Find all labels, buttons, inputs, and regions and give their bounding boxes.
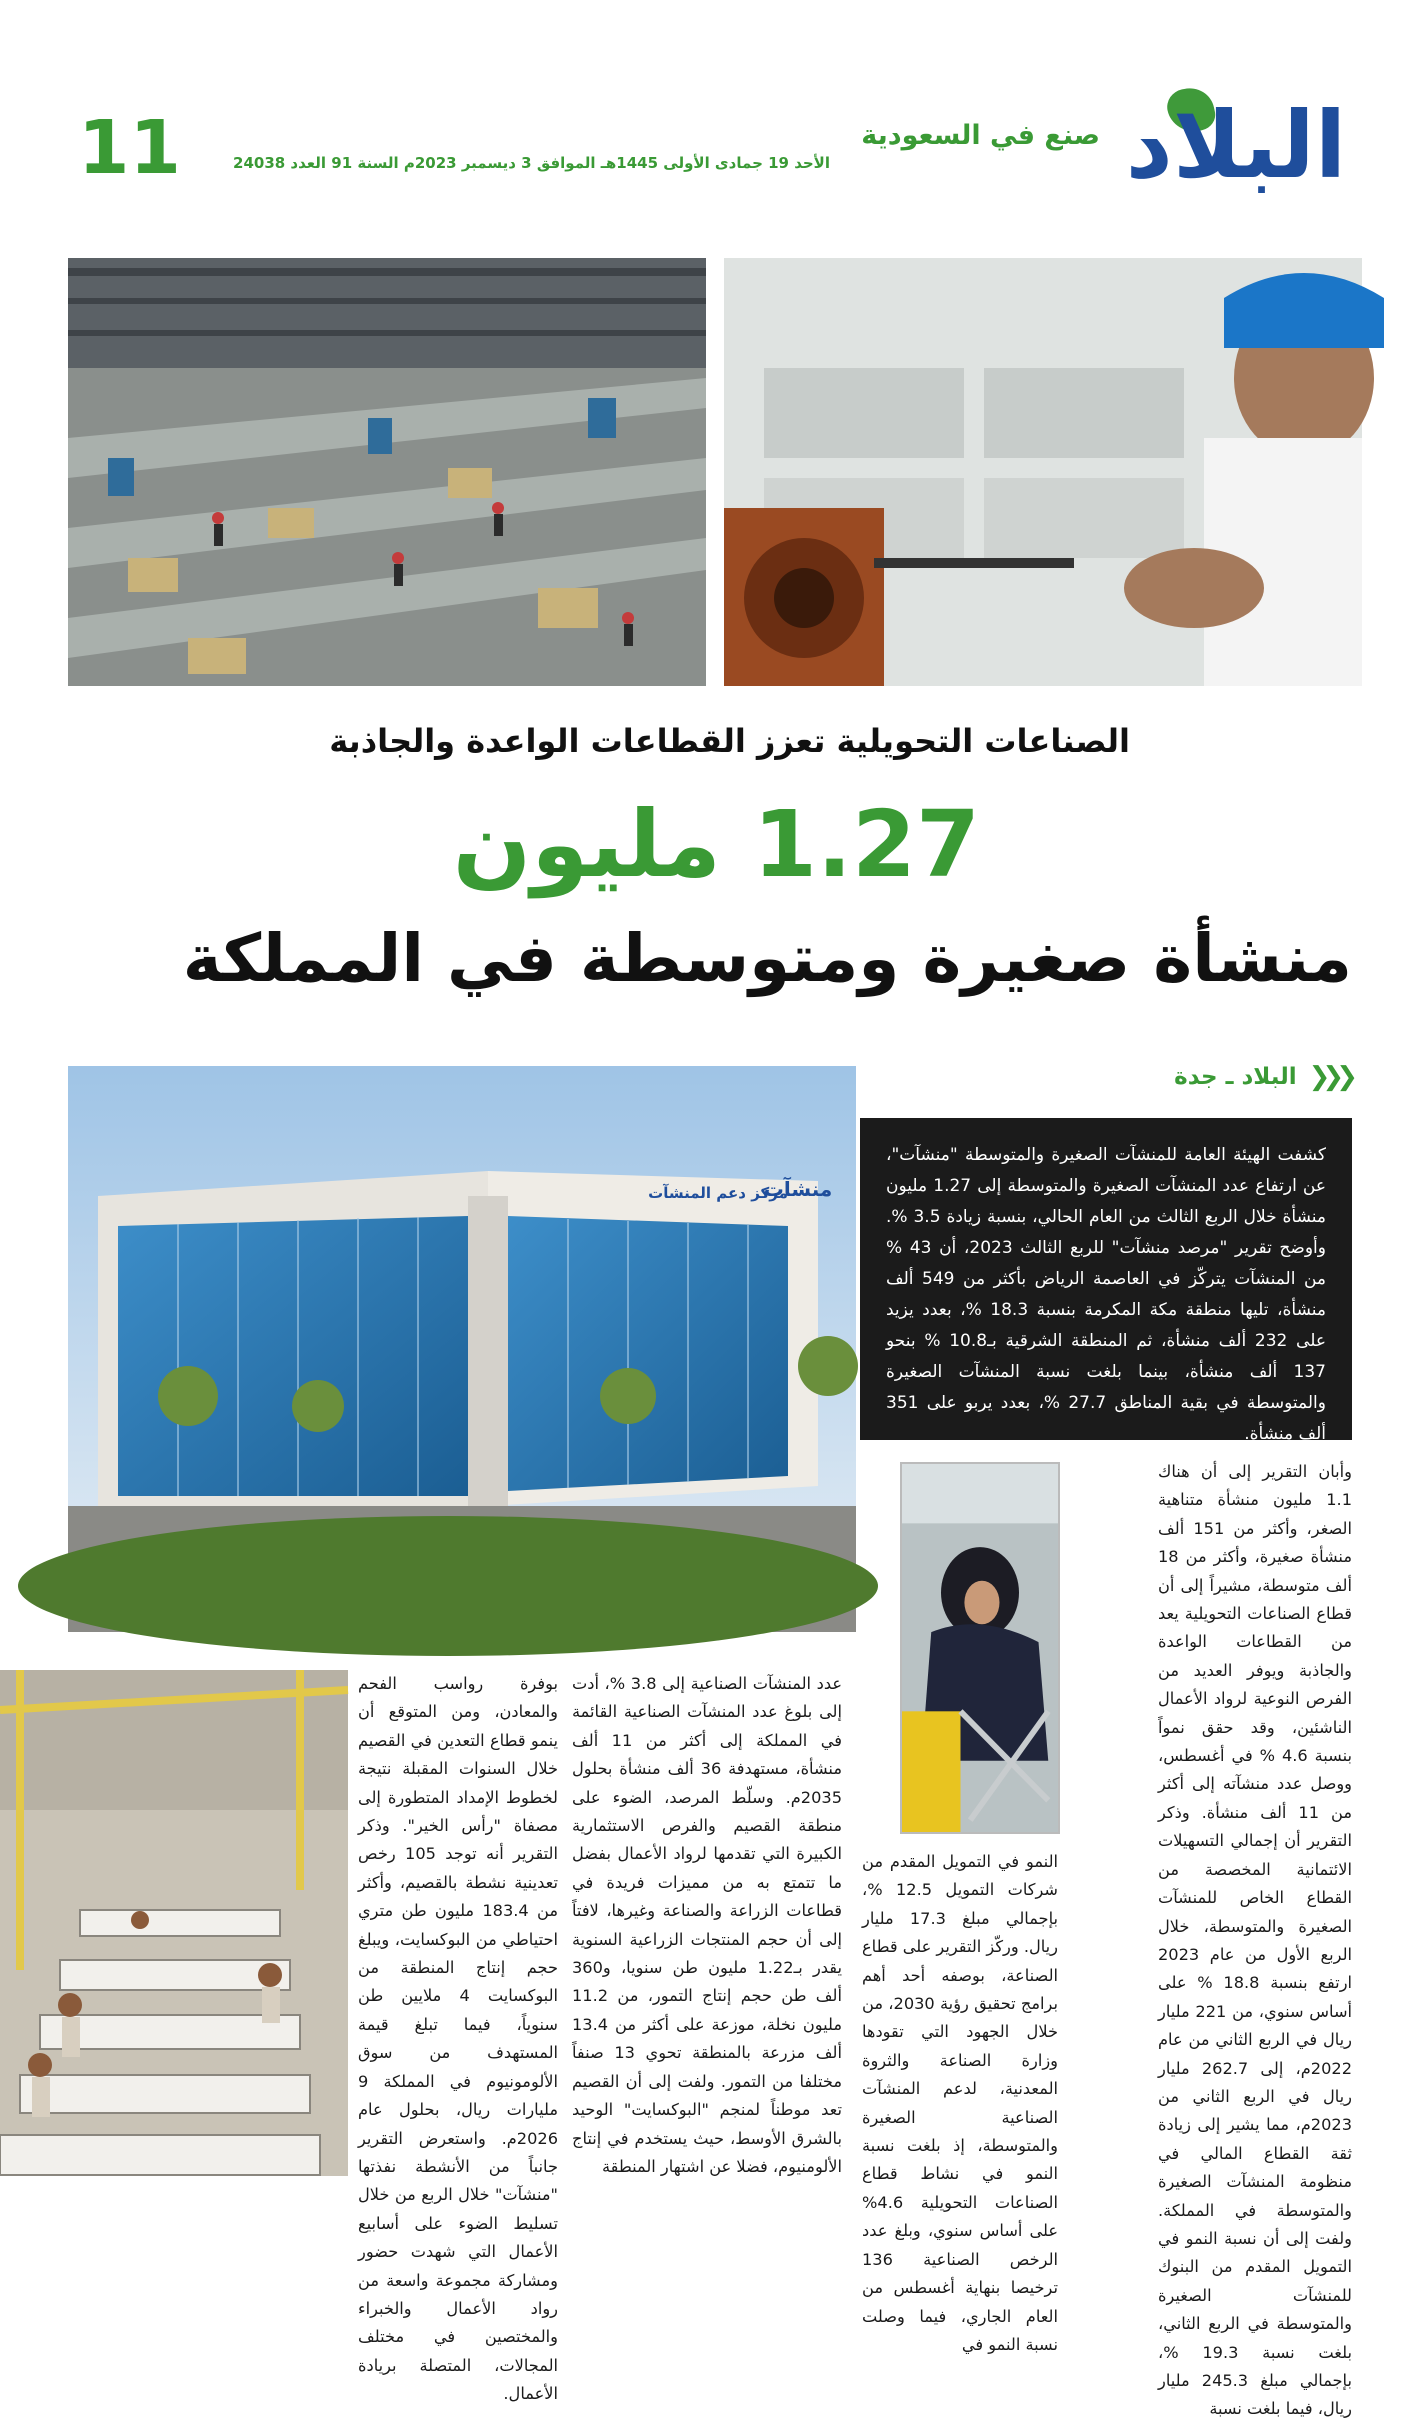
article-kicker: الصناعات التحويلية تعزز القطاعات الواعدة والجاذبة [329,722,1130,760]
article-column-4 [358,1670,558,2404]
lead-paragraph-box [860,1118,1352,1444]
article-column-1 [1158,1458,1353,2419]
column-2-text: النمو في التمويل المقدم من شركات التمويل 12.5 %، بإجمالي مبلغ 17.3 مليار ريال. وركّز التقرير على قطاع الصناعة، بوصفه أحد أهم برامج تحقيق رؤية 2030، من خلال الجهود التي تقودها وزارة الصناعة والثروة المعدنية، لدعم المنشآت الصناعية الصغيرة والمتوسطة، إذ بلغت نسبة النمو في نشاط قطاع الصناعات التحويلية 4.6% على أساس سنوي، وبلغ عدد الرخص الصناعية 136 ترخيصا بنهاية أغسطس من العام الجاري، فيما وصلت نسبة النمو في [861,1852,1059,2354]
article-column-2 [861,1848,1059,2354]
monshaat-building-photo [68,1066,856,1632]
building-logo: منشآت [763,1177,833,1201]
chevron-double-icon: ❮❮❮ [1308,1062,1350,1092]
column-4-text: بوفرة رواسب الفحم والمعادن، ومن المتوقع أن ينمو قطاع التعدين في القصيم خلال السنوات المقبلة نتيجة لخطوط الإمداد المتطورة إلى مصفاة "رأس الخير". وذكر التقرير أنه توجد 105 رخص تعدينية نشطة بالقصيم، وأكثر من 183.4 مليون طن متري احتياطي من البوكسايت، ويبلغ حجم إنتاج المنطقة من البوكسايت 4 ملايين طن سنوياً، فيما تبلغ قيمة المستهدف من سوق الألومونيوم في المملكة 9 مليارات ريال، بحلول عام 2026م. واستعرض التقرير جانباً من الأنشطة نفذتها "منشآت" خلال الربع من خلال تسليط الضوء على أسابيع الأعمال التي شهدت حضور ومشاركة مجموعة واسعة من رواد الأعمال والخبراء والمختصين في مختلف المجالات، المتصلة بريادة الأعمال. [358,1674,558,2404]
issue-dateline: الأحد 19 جمادى الأولى 1445هـ الموافق 3 ديسمبر 2023م السنة 91 العدد 24038 [233,154,830,172]
technician-photo [724,258,1362,686]
page-number: 11 [78,105,181,191]
lead-paragraph: كشفت الهيئة العامة للمنشآت الصغيرة والمتوسطة "منشآت"، عن ارتفاع عدد المنشآت الصغيرة والمتوسطة إلى 1.27 مليون منشأة خلال الربع الثالث من العام الحالي، بنسبة زيادة 3.5 %. وأوضح تقرير "مرصد منشآت" للربع الثالث 2023، أن 43 % من المنشآت يتركّز في العاصمة الرياض بأكثر من 549 ألف منشأة، تليها منطقة مكة المكرمة بنسبة 18.3 %، بعدد يزيد على 232 ألف منشأة، ثم المنطقة الشرقية بـ10.8 % بنحو 137 ألف منشأة، بينما بلغت نسبة المنشآت الصغيرة والمتوسطة في بقية المناطق 27.7 %، بعدد يربو على 351 ألف منشأة. [886,1145,1327,1444]
masthead-logo [1116,84,1356,208]
factory-floor-photo [68,258,706,686]
logo-text: البلاد [1125,92,1347,199]
assembly-plant-photo [0,1670,348,2176]
column-1-text: وأبان التقرير إلى أن هناك 1.1 مليون منشأة متناهية الصغر، وأكثر من 151 ألف منشأة صغيرة، وأكثر من 18 ألف متوسطة، مشيراً إلى أن قطاع الصناعات التحويلية يعد من القطاعات الواعدة والجاذبة ويوفر العديد من الفرص النوعية لرواد الأعمال الناشئين، وقد حقق نمواً بنسبة 4.6 % في أغسطس، ووصل عدد منشآته إلى أكثر من 11 ألف منشأة. وذكر التقرير أن إجمالي التسهيلات الائتمانية المخصصة من القطاع الخاص للمنشآت الصغيرة والمتوسطة، خلال الربع الأول من عام 2023 ارتفع بنسبة 18.8 % على أساس سنوي، من 221 مليار ريال في الربع الثاني من عام 2022م، إلى 262.7 مليار ريال في الربع الثاني من 2023م، مما يشير إلى زيادة ثقة القطاع المالي في منظومة المنشآت الصغيرة والمتوسطة في المملكة. ولفت إلى أن نسبة النمو في التمويل المقدم من البنوك للمنشآت الصغيرة والمتوسطة في الربع الثاني، بلغت نسبة 19.3 %، بإجمالي مبلغ 245.3 مليار ريال، فيما بلغت نسبة [1158,1462,1353,2419]
headline-figure: 1.27 مليون [452,791,980,898]
woman-worker-photo [900,1462,1060,1834]
building-sign: مركز دعم المنشآت [648,1184,788,1202]
article-column-3 [572,1670,842,2178]
column-3-text: عدد المنشآت الصناعية إلى 3.8 %، أدت إلى بلوغ عدد المنشآت الصناعية القائمة في المملكة إلى أكثر من 11 ألف منشأة، مستهدفة 36 ألف منشأة بحلول 2035م. وسلّط المرصد، الضوء على منطقة القصيم والفرص الاستثمارية الكبيرة التي تقدمها لرواد الأعمال بفضل ما تتمتع به من مميزات فريدة في قطاعات الزراعة والصناعة وغيرها، لافتاً إلى أن حجم المنتجات الزراعية السنوية يقدر بـ1.22 مليون طن سنويا، و360 ألف طن حجم إنتاج التمور، من 11.2 مليون نخلة، موزعة على أكثر من 13.4 ألف مزرعة بالمنطقة تحوي 13 صنفاً مختلفا من التمور. ولفت إلى أن القصيم تعد موطناً لمنجم "البوكسايت" الوحيد بالشرق الأوسط، حيث يستخدم في إنتاج الألومنيوم، فضلا عن اشتهار المنطقة [572,1674,842,2176]
section-tagline: صنع في السعودية [861,120,1100,151]
byline [1174,1062,1350,1092]
byline-text: البلاد ـ جدة [1174,1064,1297,1090]
article-headline: منشأة صغيرة ومتوسطة في المملكة [182,920,1352,997]
